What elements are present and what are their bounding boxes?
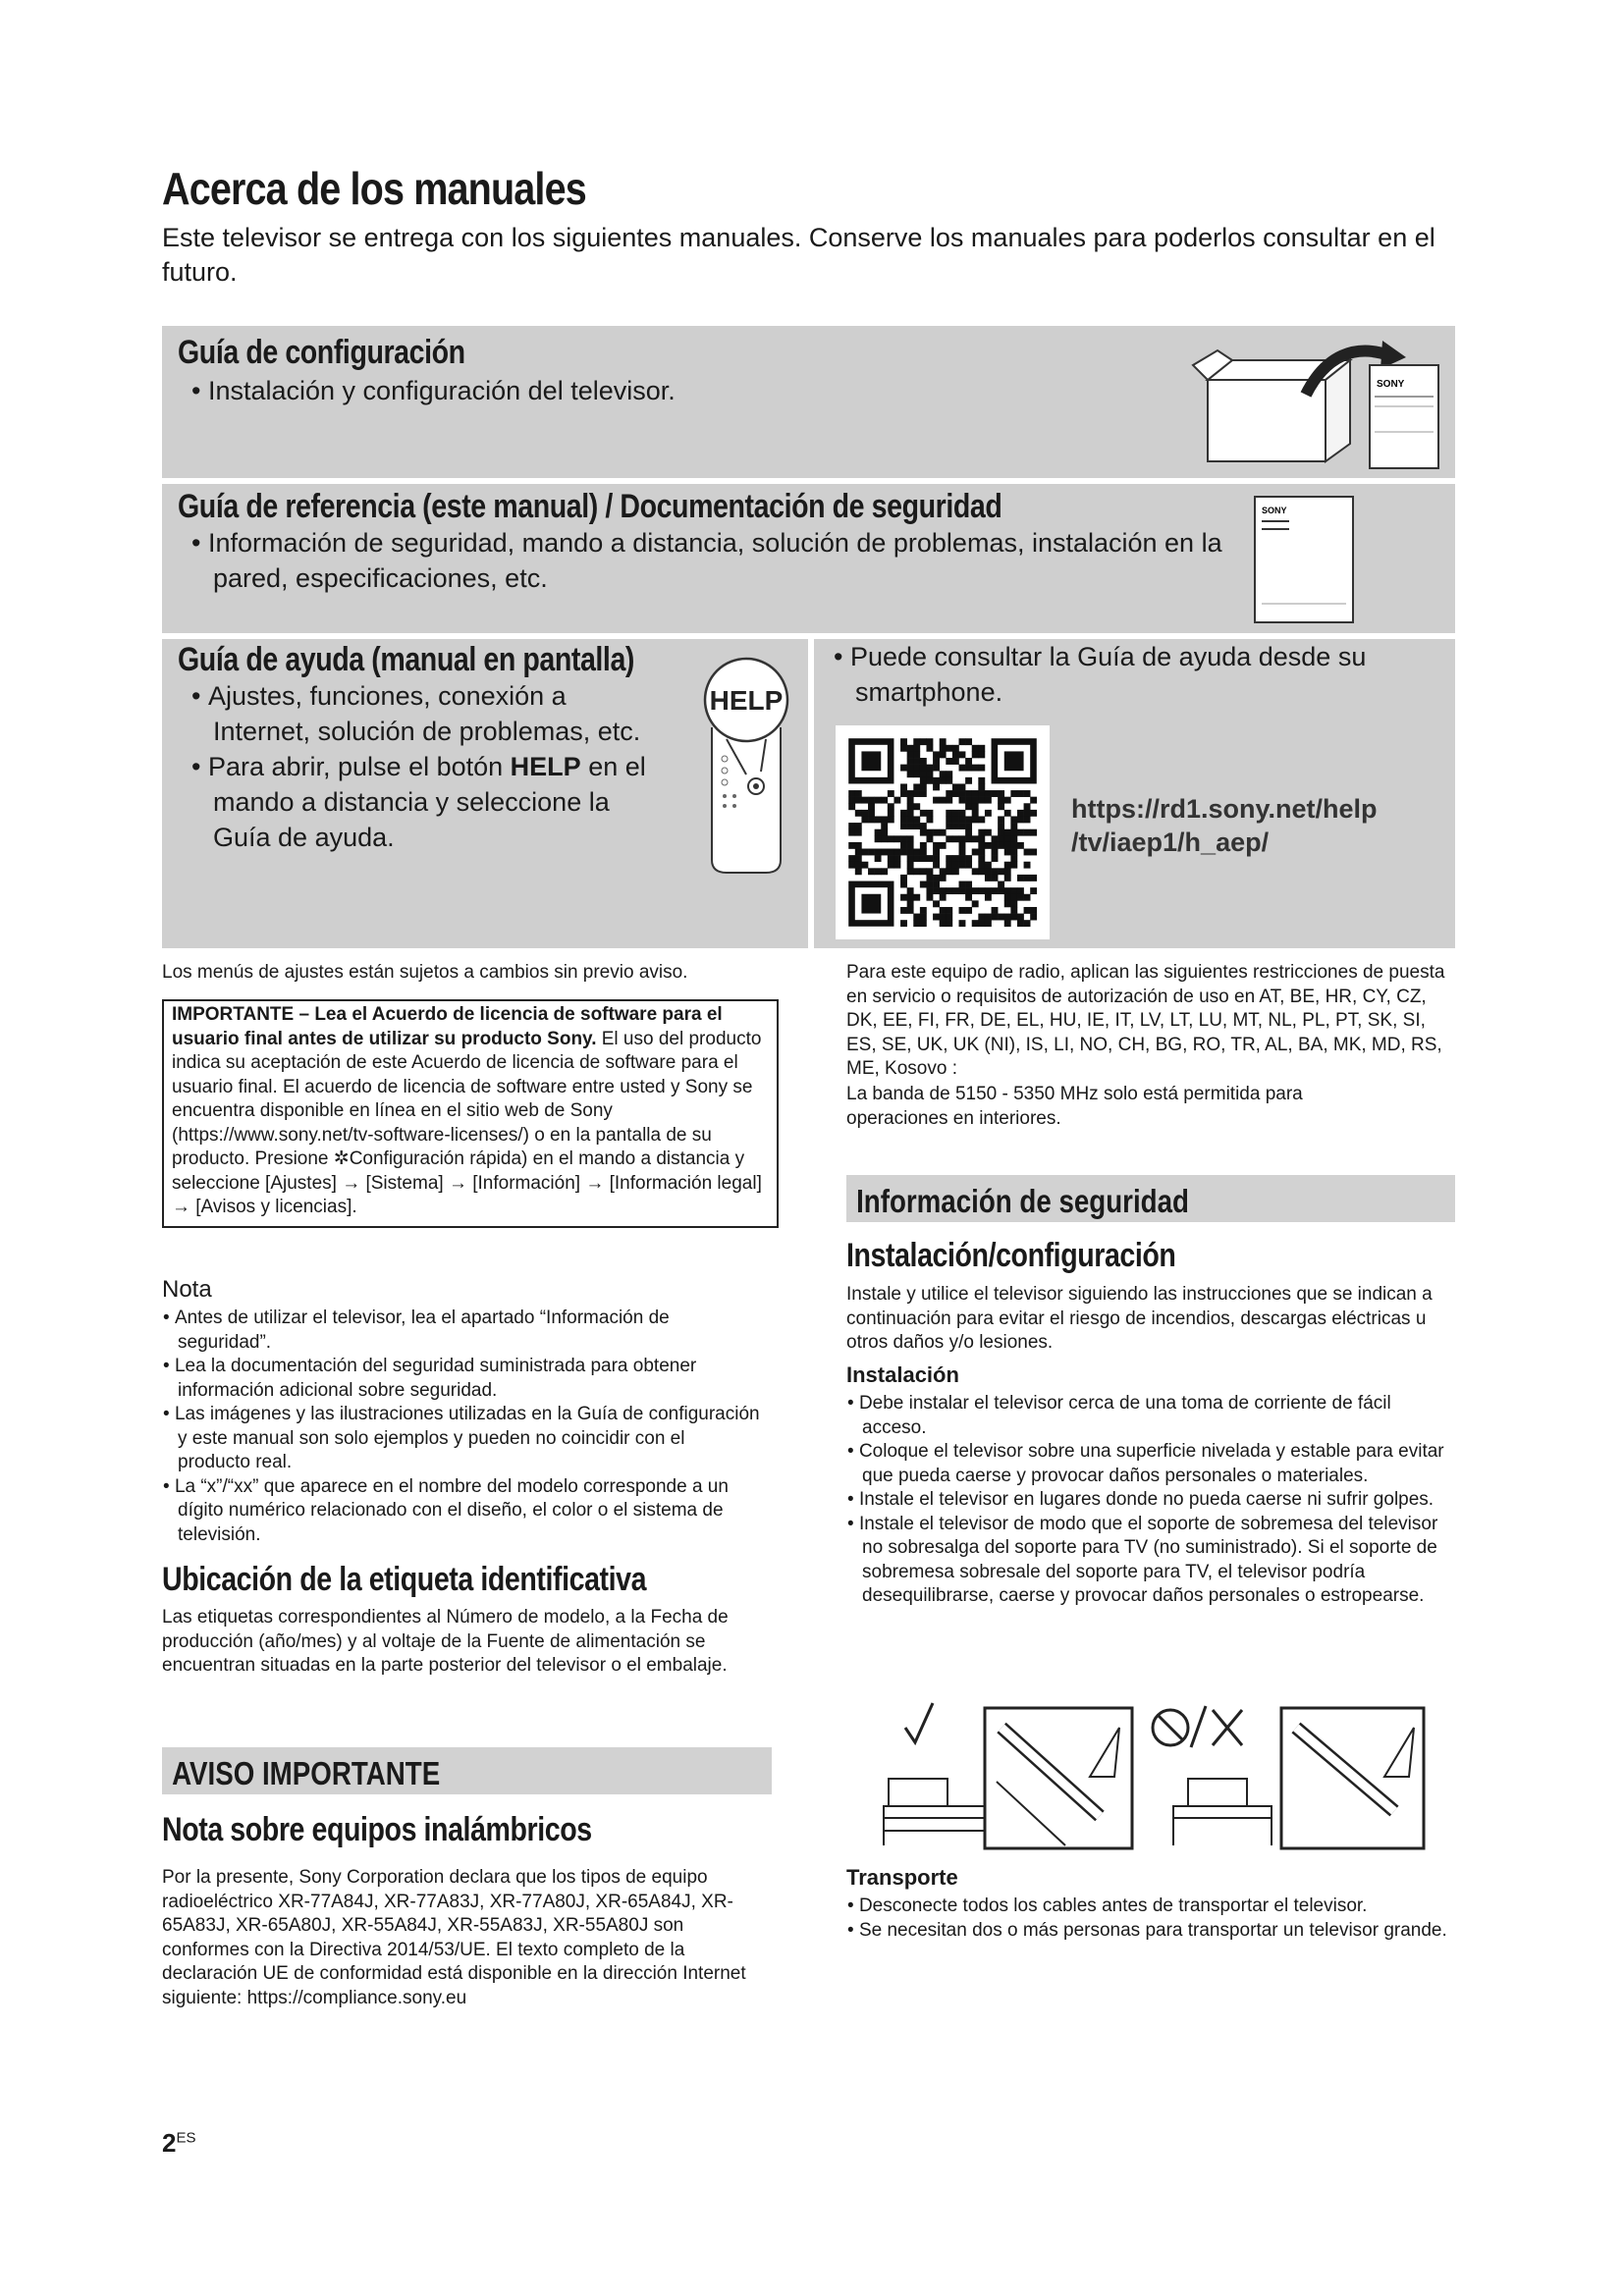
- sony-logo-text: SONY: [1262, 506, 1287, 515]
- safety-info-bar: Información de seguridad: [846, 1175, 1455, 1222]
- check-icon: [905, 1703, 933, 1742]
- list-item: • Instale el televisor de modo que el soporte de sobremesa del televisor no sobresalga del soporte para TV (no suministrado). Si el soporte de sobremesa sobresale del soporte para TV, el televisor podría desequilibrarse, caerse y provocar daños personales o estropearse.: [847, 1513, 1438, 1606]
- list-item: • Ajustes, funciones, conexión a Internet, solución de problemas, etc.: [191, 681, 641, 746]
- qr-code-graphic: [836, 725, 1050, 939]
- list-item: • Información de seguridad, mando a distancia, solución de problemas, instalación en la pared, especificaciones, etc.: [191, 528, 1222, 593]
- incorrect-placement: [1153, 1706, 1424, 1848]
- list-item: • Antes de utilizar el televisor, lea el apartado “Información de seguridad”.: [163, 1308, 670, 1353]
- quick-settings-icon: ✲: [333, 1148, 350, 1169]
- reference-guide-title: Guía de referencia (este manual) / Documentación de seguridad: [178, 488, 1002, 525]
- sony-logo-text: SONY: [1377, 379, 1405, 390]
- installation-setup-title: Instalación/configuración: [846, 1237, 1176, 1274]
- installation-subtitle: Instalación: [846, 1362, 959, 1387]
- important-text-2: Configuración rápida) en el mando a distancia y seleccione [Ajustes] → [Sistema] → [Información] → [Información legal] → [Avisos y licencias].: [172, 1148, 762, 1217]
- label-location-title: Ubicación de la etiqueta identificativa: [162, 1561, 647, 1598]
- important-heading: IMPORTANTE – Lea el Acuerdo de licencia de software para el usuario final antes de utilizar su producto Sony.: [172, 1004, 723, 1049]
- menus-notice: Los menús de ajustes están sujetos a cambios sin previo aviso.: [162, 962, 688, 983]
- list-item: • Desconecte todos los cables antes de transportar el televisor.: [847, 1896, 1368, 1916]
- setup-guide-title: Guía de configuración: [178, 334, 465, 371]
- wireless-title: Nota sobre equipos inalámbricos: [162, 1811, 592, 1848]
- help-url[interactable]: [1071, 792, 1378, 859]
- qr-code: [836, 725, 1050, 939]
- tv-stand-illustration: [854, 1688, 1434, 1855]
- nota-list: [162, 1307, 761, 1547]
- correct-placement: [884, 1703, 1132, 1848]
- help-url-line2[interactable]: /tv/iaep1/h_aep/: [1071, 828, 1270, 857]
- list-item: • Debe instalar el televisor cerca de una toma de corriente de fácil acceso.: [847, 1393, 1391, 1438]
- list-item: • Para abrir, pulse el botón HELP en el mando a distancia y seleccione la Guía de ayuda.: [191, 752, 646, 852]
- list-item: • Las imágenes y las ilustraciones utilizadas en la Guía de configuración y este manual son solo ejemplos y pueden no coincidir con el producto real.: [163, 1404, 760, 1472]
- help-smartphone-box: [814, 639, 1455, 948]
- wireless-text: Por la presente, Sony Corporation declara que los tipos de equipo radioeléctrico XR-77A84J, XR-77A83J, XR-77A80J, XR-65A84J, XR-65A83J, XR-65A80J, XR-55A84J, XR-55A83J, XR-55A80J son conformes con la Directiva 2014/53/UE. El texto completo de la declaración UE de conformidad está disponible en la dirección Internet siguiente: https://compliance.sony.eu: [162, 1867, 746, 2008]
- list-item: • Instalación y configuración del televisor.: [191, 376, 676, 405]
- page-title: Acerca de los manuales: [162, 163, 586, 214]
- installation-list: [846, 1392, 1457, 1609]
- help-button-label: HELP: [709, 685, 784, 716]
- important-notice-bar: AVISO IMPORTANTE: [162, 1747, 772, 1794]
- remote-control-illustration: [692, 649, 800, 875]
- list-item: • Se necesitan dos o más personas para transportar un televisor grande.: [847, 1919, 1447, 1941]
- help-guide-bullets: [178, 678, 669, 855]
- smartphone-note: [820, 639, 1448, 710]
- page-number: $2^{ES}$: [162, 2128, 196, 2158]
- intro-text: Este televisor se entrega con los siguientes manuales. Conserve los manuales para poderlos consultar en el futuro.: [162, 223, 1435, 287]
- radio-band-note: La banda de 5150 - 5350 MHz solo está permitida para operaciones en interiores.: [846, 1084, 1303, 1129]
- important-license-box: [162, 999, 779, 1228]
- radio-restrictions: Para este equipo de radio, aplican las siguientes restricciones de puesta en servicio o requisitos de autorización de uso en AT, BE, HR, CY, CZ, DK, EE, FI, FR, DE, EL, HU, IE, IT, LV, LT, LU, MT, NL, PL, PT, SK, SI, ES, SE, UK, UK (NI), IS, LI, NO, CH, BG, RO, TR, AL, BA, MK, MD, RS, ME, Kosovo :: [846, 962, 1445, 1079]
- tv-box-illustration: [1188, 336, 1448, 473]
- help-guide-box: [162, 639, 808, 948]
- list-item: • La “x”/“xx” que aparece en el nombre del modelo corresponde a un dígito numérico relacionado con el diseño, el color o el sistema de televisión.: [163, 1475, 729, 1545]
- transport-subtitle: Transporte: [846, 1865, 958, 1890]
- list-item: • Coloque el televisor sobre una superficie nivelada y estable para evitar que pueda caerse y provocar daños personales o materiales.: [847, 1441, 1444, 1486]
- important-text: El uso del producto indica su aceptación de este Acuerdo de licencia de software para el usuario final. El acuerdo de licencia de software entre usted y Sony se encuentra disponible en línea en el sitio web de Sony (https://www.sony.net/tv-software-licenses/) o en la pantalla de su producto. Presione: [172, 1028, 762, 1169]
- reference-guide-bullets: [178, 525, 1228, 596]
- help-guide-title: Guía de ayuda (manual en pantalla): [178, 641, 635, 678]
- label-location-text: Las etiquetas correspondientes al Número de modelo, a la Fecha de producción (año/mes) y al voltaje de la Fuente de alimentación se encuentran situadas en la parte posterior del televisor o el embalaje.: [162, 1607, 729, 1676]
- setup-guide-bullets: [178, 373, 1160, 408]
- manual-illustration: [1250, 494, 1358, 626]
- list-item: • Lea la documentación del seguridad suministrada para obtener información adicional sobre seguridad.: [163, 1356, 697, 1401]
- help-url-line1[interactable]: https://rd1.sony.net/help: [1071, 794, 1378, 824]
- nota-title: Nota: [162, 1276, 212, 1303]
- transport-list: [846, 1895, 1457, 1943]
- list-item: • Puede consultar la Guía de ayuda desde su smartphone.: [834, 642, 1367, 707]
- setup-guide-box: [162, 326, 1455, 478]
- list-item: • Instale el televisor en lugares donde no pueda caerse ni sufrir golpes.: [847, 1489, 1435, 1510]
- reference-guide-box: [162, 484, 1455, 633]
- installation-intro: Instale y utilice el televisor siguiendo las instrucciones que se indican a continuación para evitar el riesgo de incendios, descargas eléctricas u otros daños y/o lesiones.: [846, 1284, 1433, 1353]
